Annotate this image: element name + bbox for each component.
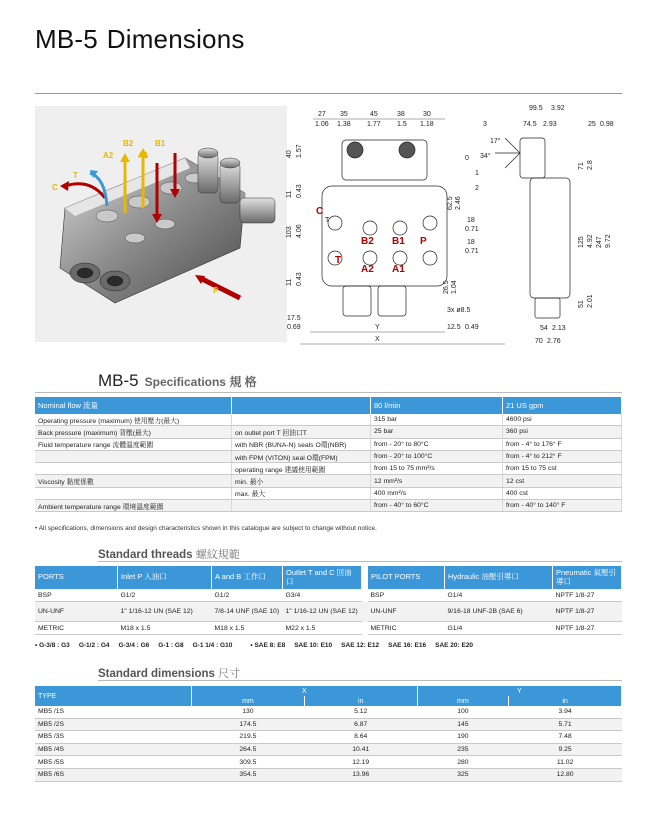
- dims-divider: [98, 680, 622, 681]
- dims-x-mm: 354.5: [192, 768, 305, 781]
- dims-row: [35, 706, 622, 718]
- spec-divider: [35, 392, 622, 393]
- dims-x-mm: 174.5: [192, 718, 305, 731]
- dim-left-3-mm: 103: [286, 226, 293, 238]
- spec-row: [35, 463, 622, 475]
- threads-header-cell: Inlet P 入油口: [118, 566, 212, 589]
- spec-model: MB-5: [98, 371, 139, 390]
- front-view-drawing: [322, 140, 447, 316]
- threads-header-cell: Pneumatic 氣壓引導口: [553, 566, 622, 589]
- spec-row: [35, 414, 622, 426]
- dim-bottom-2-in: 0.49: [465, 324, 479, 331]
- threads-cell: NPTF 1/8-27: [553, 622, 622, 635]
- threads-cell: G1/2: [212, 589, 283, 602]
- dims-y-in: 11.02: [509, 756, 622, 769]
- spec-cell: [35, 463, 232, 475]
- dim-right-2-in: 0.71: [465, 226, 479, 233]
- threads-divider: [98, 561, 622, 562]
- spec-heading: [98, 371, 257, 391]
- threads-cell: BSP: [35, 589, 118, 602]
- title-word: Dimensions: [106, 24, 245, 54]
- side-top3-mm: 25: [588, 121, 596, 128]
- spec-cell: from - 20° to 100°C: [371, 450, 503, 462]
- side-top1-mm: 99.5: [529, 105, 543, 112]
- side-h71-mm: 71: [578, 162, 585, 170]
- spec-cell: [35, 487, 232, 499]
- threads-cell: G1/4: [445, 622, 553, 635]
- dims-y-mm: 325: [417, 768, 509, 781]
- dim-right-1-in: 2.46: [455, 196, 462, 210]
- dim-top-4-in: 1.5: [397, 121, 407, 128]
- dim-top-5-mm: 30: [423, 111, 431, 118]
- title-divider: [35, 93, 622, 94]
- side-h125-mm: 125: [578, 236, 585, 248]
- dimensions-table: [35, 686, 622, 782]
- dims-type: MB5 /3S: [35, 731, 192, 744]
- threads-header-cell: Hydraulic 油壓引導口: [445, 566, 553, 589]
- dims-y-in: 5.71: [509, 718, 622, 731]
- threads-cell: NPTF 1/8-27: [553, 602, 622, 622]
- spec-cell: Fluid temperature range 流體溫度範圍: [35, 438, 232, 450]
- side-dimensions: [465, 105, 614, 345]
- side-top1-in: 3.92: [551, 105, 565, 112]
- side-angle-1: 3: [483, 121, 487, 128]
- side-top3-in: 0.98: [600, 121, 614, 128]
- left-dimensions: [286, 144, 303, 286]
- dims-x-mm: 130: [192, 706, 305, 718]
- dim-right-1-mm: 62.5: [447, 196, 454, 210]
- side-h125-in: 4.92: [587, 234, 594, 248]
- dims-row: [35, 718, 622, 731]
- front-label-t: T: [335, 255, 342, 266]
- spec-cell: 400 cst: [503, 487, 622, 499]
- page-title: [35, 20, 245, 56]
- dims-type: MB5 /2S: [35, 718, 192, 731]
- side-h247-in: 9.72: [605, 234, 612, 248]
- spec-header-cell: Nominal flow 流量: [35, 397, 232, 414]
- front-label-b2: B2: [361, 236, 374, 247]
- dims-y-in: 12.80: [509, 768, 622, 781]
- dims-header-y: Y: [417, 686, 621, 696]
- threads-row: [35, 589, 622, 602]
- dim-left-1-in: 1.57: [296, 144, 303, 158]
- dim-top-3-in: 1.77: [367, 121, 381, 128]
- side-view-drawing: [495, 138, 570, 318]
- dims-x-mm: 264.5: [192, 743, 305, 756]
- render-label-a2: A2: [103, 151, 114, 160]
- dims-x-in: 8.64: [304, 731, 417, 744]
- spec-cell: Back pressure (maximum) 背壓(最大): [35, 426, 232, 438]
- side-h71-in: 2.8: [587, 160, 594, 170]
- threads-cell: M22 x 1.5: [283, 622, 362, 635]
- dims-y-mm: 235: [417, 743, 509, 756]
- dims-header-row-1: [35, 686, 622, 696]
- threads-cell: 1" 1/16-12 UN (SAE 12): [118, 602, 212, 622]
- spec-row: [35, 426, 622, 438]
- spec-cell: from 15 to 75 cst: [503, 463, 622, 475]
- spec-cell: 315 bar: [371, 414, 503, 426]
- front-label-t2: T: [325, 217, 330, 224]
- spec-cell: operating range 建議使用範圍: [232, 463, 371, 475]
- dims-row: [35, 768, 622, 781]
- render-label-b1: B1: [155, 139, 166, 148]
- threads-header-cell: A and B 工作口: [212, 566, 283, 589]
- threads-cell: METRIC: [368, 622, 445, 635]
- spec-row: [35, 450, 622, 462]
- dim-top-4-mm: 38: [397, 111, 405, 118]
- spec-cell: [232, 500, 371, 512]
- dims-row: [35, 756, 622, 769]
- dim-hole: 3x ø8.5: [447, 307, 471, 314]
- side-h51-mm: 51: [578, 300, 585, 308]
- threads-header-row: [35, 566, 622, 589]
- threads-table: [35, 566, 622, 635]
- front-label-a1: A1: [392, 264, 405, 275]
- dims-y-in: 3.94: [509, 706, 622, 718]
- side-angle-2: 17°: [490, 138, 501, 145]
- spec-cell: 12 mm²/s: [371, 475, 503, 487]
- model-name: MB-5: [35, 24, 98, 54]
- dim-left-3-in: 4.06: [296, 224, 303, 238]
- dims-type: MB5 /6S: [35, 768, 192, 781]
- front-label-b1: B1: [392, 236, 405, 247]
- side-b70-in: 2.76: [547, 338, 561, 345]
- spec-cell: on outlet port T 回油口T: [232, 426, 371, 438]
- spec-row: [35, 487, 622, 499]
- spec-cell: from - 20° to 80°C: [371, 438, 503, 450]
- dim-left-2-in: 0.43: [296, 184, 303, 198]
- side-h51-in: 2.01: [587, 294, 594, 308]
- spec-note: • All specifications, dimensions and design characteristics shown in this catalogue are subject to change without notice.: [35, 525, 377, 532]
- front-label-a2: A2: [361, 264, 374, 275]
- side-angle-3: 0: [465, 155, 469, 162]
- threads-row: [35, 622, 622, 635]
- dim-left-4-in: 0.43: [296, 272, 303, 286]
- dims-heading: [98, 665, 240, 681]
- dims-header-y-mm: mm: [417, 696, 509, 706]
- spec-row: [35, 500, 622, 512]
- dims-x-in: 10.41: [304, 743, 417, 756]
- bottom-dimensions: [287, 307, 505, 344]
- threads-cell: BSP: [368, 589, 445, 602]
- spec-subtitle: Specifications 規 格: [144, 375, 257, 389]
- specifications-table: [35, 397, 622, 512]
- spec-header-cell: 80 l/min: [371, 397, 503, 414]
- side-b54-in: 2.13: [552, 325, 566, 332]
- threads-cell: METRIC: [35, 622, 118, 635]
- dim-right-4-in: 1.04: [451, 280, 458, 294]
- side-h247-mm: 247: [596, 236, 603, 248]
- right-dimensions: [443, 196, 479, 294]
- threads-header-cell: PILOT PORTS: [368, 566, 445, 589]
- dim-right-3-mm: 18: [467, 239, 475, 246]
- dims-y-mm: 280: [417, 756, 509, 769]
- spec-cell: min. 最小: [232, 475, 371, 487]
- dims-header-x-mm: mm: [192, 696, 305, 706]
- side-b70-mm: 70: [535, 338, 543, 345]
- side-angle-4: 34°: [480, 153, 491, 160]
- dims-x-mm: 309.5: [192, 756, 305, 769]
- render-label-p: P: [213, 286, 219, 295]
- spec-header-row: [35, 397, 622, 414]
- spec-cell: 25 bar: [371, 426, 503, 438]
- front-label-p: P: [420, 236, 427, 247]
- side-top2-mm: 74.5: [523, 121, 537, 128]
- dim-bottom-1-in: 0.69: [287, 324, 301, 331]
- spec-header-cell: 21 US gpm: [503, 397, 622, 414]
- side-top2-in: 2.93: [543, 121, 557, 128]
- spec-cell: with FPM (VITON) seal O環(FPM): [232, 450, 371, 462]
- spec-cell: with NBR (BUNA-N) seals O環(NBR): [232, 438, 371, 450]
- dim-left-2-mm: 11: [286, 190, 293, 198]
- spec-cell: max. 最大: [232, 487, 371, 499]
- spec-row: [35, 438, 622, 450]
- spec-cell: Viscosity 黏度係數: [35, 475, 232, 487]
- dim-right-2-mm: 18: [467, 217, 475, 224]
- threads-cell: G1/4: [445, 589, 553, 602]
- spec-cell: from - 40° to 140° F: [503, 500, 622, 512]
- dims-heading-cn: 尺寸: [218, 668, 241, 680]
- dims-y-mm: 145: [417, 718, 509, 731]
- dim-right-4-mm: 26.5: [443, 280, 450, 294]
- spec-cell: 12 cst: [503, 475, 622, 487]
- threads-row: [35, 602, 622, 622]
- spec-cell: [35, 450, 232, 462]
- dim-bottom-2-mm: 12.5: [447, 324, 461, 331]
- spec-cell: [232, 414, 371, 426]
- spec-cell: Operating pressure (maximum) 使用壓力(最大): [35, 414, 232, 426]
- side-angle-5: 1: [475, 170, 479, 177]
- threads-heading-en: Standard threads: [98, 549, 193, 561]
- dims-type: MB5 /1S: [35, 706, 192, 718]
- threads-header-cell: Outlet T and C 回油口: [283, 566, 362, 589]
- threads-cell: M18 x 1.5: [118, 622, 212, 635]
- render-label-t: T: [73, 171, 78, 180]
- threads-header-cell: PORTS: [35, 566, 118, 589]
- threads-cell: UN-UNF: [35, 602, 118, 622]
- valve-3d-render: [35, 106, 287, 342]
- dims-row: [35, 743, 622, 756]
- spec-cell: 4600 psi: [503, 414, 622, 426]
- dims-header-x: X: [192, 686, 418, 696]
- threads-cell: UN-UNF: [368, 602, 445, 622]
- dim-top-1-mm: 27: [318, 111, 326, 118]
- dims-header-x-in: in: [304, 696, 417, 706]
- dims-heading-en: Standard dimensions: [98, 668, 215, 680]
- threads-heading-cn: 螺紋規範: [195, 549, 240, 561]
- dims-x-in: 12.19: [304, 756, 417, 769]
- dim-y: Y: [375, 324, 380, 331]
- spec-row: [35, 475, 622, 487]
- side-angle-6: 2: [475, 185, 479, 192]
- dim-top-5-in: 1.18: [420, 121, 434, 128]
- dims-y-mm: 100: [417, 706, 509, 718]
- spec-cell: 360 psi: [503, 426, 622, 438]
- dim-top-3-mm: 45: [370, 111, 378, 118]
- spec-header-cell: [232, 397, 371, 414]
- front-label-c: C: [316, 206, 324, 217]
- dims-row: [35, 731, 622, 744]
- dims-x-in: 5.12: [304, 706, 417, 718]
- threads-cell: G1/2: [118, 589, 212, 602]
- render-label-b2: B2: [123, 139, 134, 148]
- dim-top-2-mm: 35: [340, 111, 348, 118]
- dims-x-in: 6.87: [304, 718, 417, 731]
- dim-top-1-in: 1.06: [315, 121, 329, 128]
- dim-x: X: [375, 336, 380, 343]
- thread-codes-note: • G-3/8 : G3 G-1/2 : G4 G-3/4 : G6 G-1 : G8 G-1 1/4 : G10 • SAE 8: E8 SAE 10: E10 SAE 12: E12 SAE 16: E16 SAE 20: E20: [35, 642, 474, 649]
- dims-type: MB5 /4S: [35, 743, 192, 756]
- render-label-a1: A1: [138, 151, 149, 160]
- threads-cell: G3/4: [283, 589, 362, 602]
- dims-header-type: TYPE: [35, 686, 192, 706]
- spec-cell: 400 mm²/s: [371, 487, 503, 499]
- dims-header-y-in: in: [509, 696, 622, 706]
- dims-x-mm: 219.5: [192, 731, 305, 744]
- spec-cell: Ambient temperature range 環境溫度範圍: [35, 500, 232, 512]
- dims-y-in: 7.48: [509, 731, 622, 744]
- dims-y-in: 9.25: [509, 743, 622, 756]
- threads-heading: [98, 546, 240, 562]
- spec-cell: from - 4° to 176° F: [503, 438, 622, 450]
- dim-left-4-mm: 11: [286, 278, 293, 286]
- threads-cell: 1" 1/16-12 UN (SAE 12): [283, 602, 362, 622]
- dim-right-3-in: 0.71: [465, 248, 479, 255]
- dim-top-2-in: 1.38: [337, 121, 351, 128]
- top-dimensions: [313, 111, 445, 128]
- spec-cell: from - 4° to 212° F: [503, 450, 622, 462]
- spec-cell: from 15 to 75 mm²/s: [371, 463, 503, 475]
- side-b54-mm: 54: [540, 325, 548, 332]
- dim-bottom-1-mm: 17.5: [287, 315, 301, 322]
- dimension-drawings: [35, 98, 622, 354]
- render-label-c: C: [52, 183, 58, 192]
- threads-cell: 7/8-14 UNF (SAE 10): [212, 602, 283, 622]
- dims-x-in: 13.96: [304, 768, 417, 781]
- dims-type: MB5 /5S: [35, 756, 192, 769]
- threads-cell: 9/16-18 UNF-2B (SAE 6): [445, 602, 553, 622]
- spec-cell: from - 40° to 60°C: [371, 500, 503, 512]
- threads-cell: M18 x 1.5: [212, 622, 283, 635]
- dims-y-mm: 190: [417, 731, 509, 744]
- dim-left-1-mm: 40: [286, 150, 293, 158]
- threads-cell: NPTF 1/8-27: [553, 589, 622, 602]
